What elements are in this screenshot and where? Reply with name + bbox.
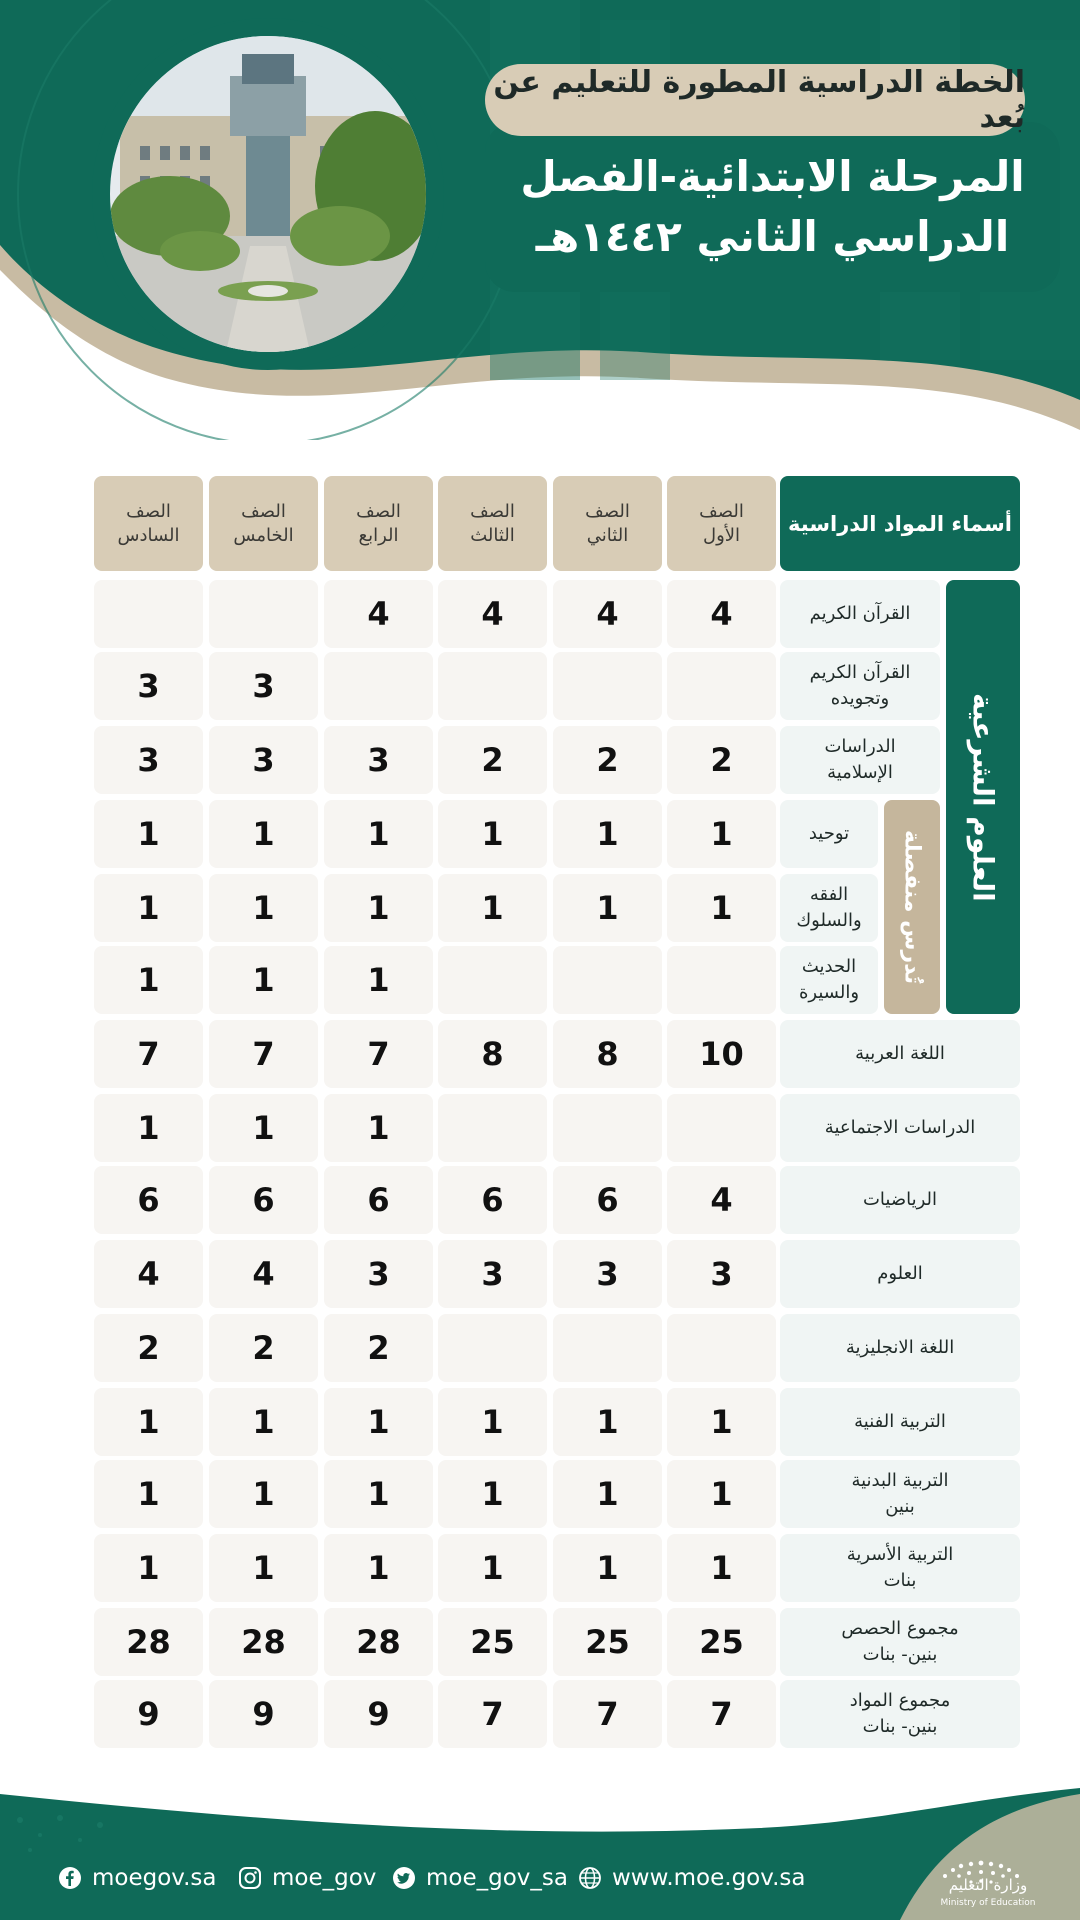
hours-cell [438,1094,547,1162]
hours-cell: 1 [94,800,203,868]
hours-cell: 3 [324,1240,433,1308]
grade-header-label [356,500,401,548]
subject-name [780,1240,1020,1308]
hours-cell: 1 [209,1388,318,1456]
grade-header-line: الصف [126,500,171,522]
subject-name-line: الإسلامية [827,762,893,783]
hours-cell: 4 [553,580,662,648]
hours-cell: 3 [94,652,203,720]
hours-cell [667,946,776,1014]
subject-name-line: بنين- بنات [862,1716,938,1737]
sharia-sciences-group [946,580,1020,1014]
subjects-column-header: أسماء المواد الدراسية [780,476,1020,571]
subject-name-text [824,734,895,786]
grade-header-line: الأول [702,524,741,546]
grade-header-line: الخامس [233,524,294,546]
hours-cell: 9 [94,1680,203,1748]
hours-cell: 7 [94,1020,203,1088]
subject-name-text [825,1115,975,1141]
hours-cell: 7 [438,1680,547,1748]
grade-header-line: الثاني [586,524,629,546]
subject-name [780,1094,1020,1162]
subject-name-text [809,821,849,847]
title-line-1: المرحلة الابتدائية-الفصل [520,152,1025,201]
taught-separately-label: تُدرس منفصلة [899,829,925,985]
hours-cell: 1 [209,800,318,868]
grade-header [209,476,318,571]
hours-cell [438,652,547,720]
hours-cell: 1 [94,1534,203,1602]
hours-cell: 1 [324,1388,433,1456]
grade-header-label [470,500,515,548]
grade-header [553,476,662,571]
hours-cell: 7 [667,1680,776,1748]
grade-header [667,476,776,571]
subject-name-line: مجموع الحصص [841,1618,959,1639]
subject-name-line: والسيرة [798,982,860,1003]
ministry-name-en: Ministry of Education [940,1898,1036,1908]
subject-name-line: العلوم [877,1263,923,1284]
hours-cell [553,1094,662,1162]
hours-cell: 1 [553,1388,662,1456]
campus-photo-frame [92,18,444,370]
hours-cell: 9 [209,1680,318,1748]
grade-header-label [118,500,180,548]
hours-cell: 1 [324,1094,433,1162]
hours-cell [324,652,433,720]
hours-cell: 1 [209,1094,318,1162]
twitter-icon [392,1866,416,1890]
instagram-handle: moe_gov [272,1865,377,1891]
hours-cell: 1 [438,1534,547,1602]
hours-cell: 3 [667,1240,776,1308]
subject-name [780,580,940,648]
subject-name-line: بنات [883,1570,917,1591]
subject-name-line: بنين [885,1496,915,1517]
twitter-link[interactable] [392,1858,568,1898]
subject-name-text [877,1261,923,1287]
hours-cell: 2 [324,1314,433,1382]
hours-cell: 1 [94,946,203,1014]
subject-name [780,1020,1020,1088]
hours-cell: 1 [209,874,318,942]
hours-cell [438,946,547,1014]
hours-cell: 1 [324,800,433,868]
hours-cell: 1 [94,1094,203,1162]
sharia-sciences-label: العلوم الشرعية [966,692,1000,902]
hours-cell: 1 [438,800,547,868]
subject-name [780,1460,1020,1528]
hours-cell: 1 [94,1460,203,1528]
grade-header-line: الثالث [470,524,515,546]
subject-name-text [810,601,911,627]
grade-header-line: الصف [585,500,630,522]
hours-cell: 25 [667,1608,776,1676]
facebook-handle: moegov.sa [92,1865,217,1891]
grade-header [94,476,203,571]
subject-name-line: بنين- بنات [862,1644,938,1665]
hours-cell: 1 [94,874,203,942]
subtitle: الخطة الدراسية المطورة للتعليم عن بُعد [485,64,1025,136]
hours-cell: 1 [553,874,662,942]
subject-name-line: القرآن الكريم [809,603,911,624]
instagram-icon [238,1866,262,1890]
grade-header [438,476,547,571]
subject-name-text [863,1187,937,1213]
subject-name-line: الدراسات الاجتماعية [824,1117,976,1138]
subject-name [780,1388,1020,1456]
subject-name-line: التربية البدنية [851,1470,949,1491]
hours-cell: 1 [438,874,547,942]
subject-name-text [846,1335,954,1361]
grade-header [324,476,433,571]
hours-cell: 1 [667,1460,776,1528]
subject-name-text [799,954,859,1006]
hours-cell: 4 [209,1240,318,1308]
subject-name-line: الدراسات [824,736,896,757]
hours-cell: 1 [209,1460,318,1528]
hours-cell: 1 [209,946,318,1014]
subject-name-line: الرياضيات [862,1189,938,1210]
hours-cell: 1 [667,800,776,868]
hours-cell: 2 [667,726,776,794]
hours-cell: 1 [324,1534,433,1602]
subject-name [780,1680,1020,1748]
grade-header-line: الصف [356,500,401,522]
hours-cell: 9 [324,1680,433,1748]
subject-name [780,946,878,1014]
hours-cell: 4 [94,1240,203,1308]
hours-cell: 2 [94,1314,203,1382]
subject-name-line: توحيد [808,823,850,844]
facebook-link[interactable] [58,1858,217,1898]
subject-name-line: الفقه [809,884,849,905]
hours-cell: 6 [324,1166,433,1234]
hours-cell: 1 [438,1460,547,1528]
hours-cell: 1 [438,1388,547,1456]
hours-cell: 1 [94,1388,203,1456]
hours-cell: 6 [553,1166,662,1234]
subject-name-text [854,1409,946,1435]
subject-name-line: التربية الأسرية [846,1544,954,1565]
hours-cell: 2 [553,726,662,794]
page-title [485,122,1060,292]
grade-header-line: الصف [470,500,515,522]
subject-name-line: اللغة العربية [855,1043,945,1064]
subject-name-text [847,1542,954,1594]
subject-name [780,1534,1020,1602]
subject-name-line: القرآن الكريم [809,662,911,683]
hours-cell: 4 [667,580,776,648]
hours-cell [667,652,776,720]
grade-header-label [233,500,293,548]
hours-cell: 2 [438,726,547,794]
hours-cell: 1 [324,874,433,942]
hours-cell: 1 [667,874,776,942]
hours-cell: 3 [324,726,433,794]
subject-name-text [851,1468,948,1520]
hours-cell: 2 [209,1314,318,1382]
hours-cell: 6 [209,1166,318,1234]
subject-name [780,1166,1020,1234]
hours-cell: 3 [438,1240,547,1308]
subject-name [780,800,878,868]
instagram-link[interactable] [238,1858,376,1898]
hours-cell: 28 [94,1608,203,1676]
hours-cell [667,1094,776,1162]
subject-name [780,874,878,942]
hours-cell: 6 [94,1166,203,1234]
hours-cell: 1 [667,1534,776,1602]
grade-header-label [699,500,744,548]
hours-cell: 1 [324,1460,433,1528]
hours-cell [553,1314,662,1382]
hours-cell: 4 [324,580,433,648]
website-link[interactable] [578,1858,805,1898]
taught-separately-group [884,800,940,1014]
hours-cell: 1 [553,1460,662,1528]
hours-cell: 1 [553,1534,662,1602]
hours-cell: 10 [667,1020,776,1088]
hours-cell: 1 [553,800,662,868]
grade-header-label [585,500,630,548]
hours-cell: 3 [209,652,318,720]
grade-header-line: الصف [699,500,744,522]
hours-cell: 8 [438,1020,547,1088]
hours-cell: 28 [209,1608,318,1676]
hours-cell: 7 [209,1020,318,1088]
subject-name-line: وتجويده [830,688,890,709]
subject-name-line: اللغة الانجليزية [845,1337,955,1358]
website-url: www.moe.gov.sa [612,1865,806,1891]
hours-cell: 8 [553,1020,662,1088]
hours-cell [553,946,662,1014]
subject-name-text [810,660,911,712]
grade-header-line: الصف [241,500,286,522]
subject-name-line: والسلوك [796,910,862,931]
subject-name [780,726,940,794]
hours-cell: 3 [209,726,318,794]
subject-name [780,1608,1020,1676]
subject-name-text [855,1041,945,1067]
subject-name-line: مجموع المواد [849,1690,951,1711]
hours-cell [553,652,662,720]
title-line-2: الدراسي الثاني ١٤٤٢هـ [535,212,1010,261]
hours-cell: 1 [209,1534,318,1602]
twitter-handle: moe_gov_sa [426,1865,568,1891]
subject-name-line: الحديث [801,956,857,977]
hours-cell: 4 [667,1166,776,1234]
hours-cell [667,1314,776,1382]
hours-cell: 3 [553,1240,662,1308]
hours-cell: 4 [438,580,547,648]
hours-cell: 1 [324,946,433,1014]
hours-cell: 28 [324,1608,433,1676]
hours-cell [94,580,203,648]
subject-name-text [841,1616,958,1668]
hours-cell: 25 [438,1608,547,1676]
hours-cell: 6 [438,1166,547,1234]
subject-name-text [850,1688,951,1740]
subject-name-text [796,882,861,934]
hours-cell: 7 [553,1680,662,1748]
globe-icon [578,1866,602,1890]
hours-cell: 1 [667,1388,776,1456]
grade-header-line: السادس [117,524,180,546]
grade-header-line: الرابع [358,524,399,546]
hours-cell: 3 [94,726,203,794]
subject-name-line: التربية الفنية [854,1411,946,1432]
hours-cell: 25 [553,1608,662,1676]
hours-cell [438,1314,547,1382]
subject-name [780,652,940,720]
subject-name [780,1314,1020,1382]
hours-cell: 7 [324,1020,433,1088]
ministry-name-ar: وزارة التعليم [948,1876,1028,1894]
facebook-icon [58,1866,82,1890]
campus-photo [110,36,426,352]
hours-cell [209,580,318,648]
